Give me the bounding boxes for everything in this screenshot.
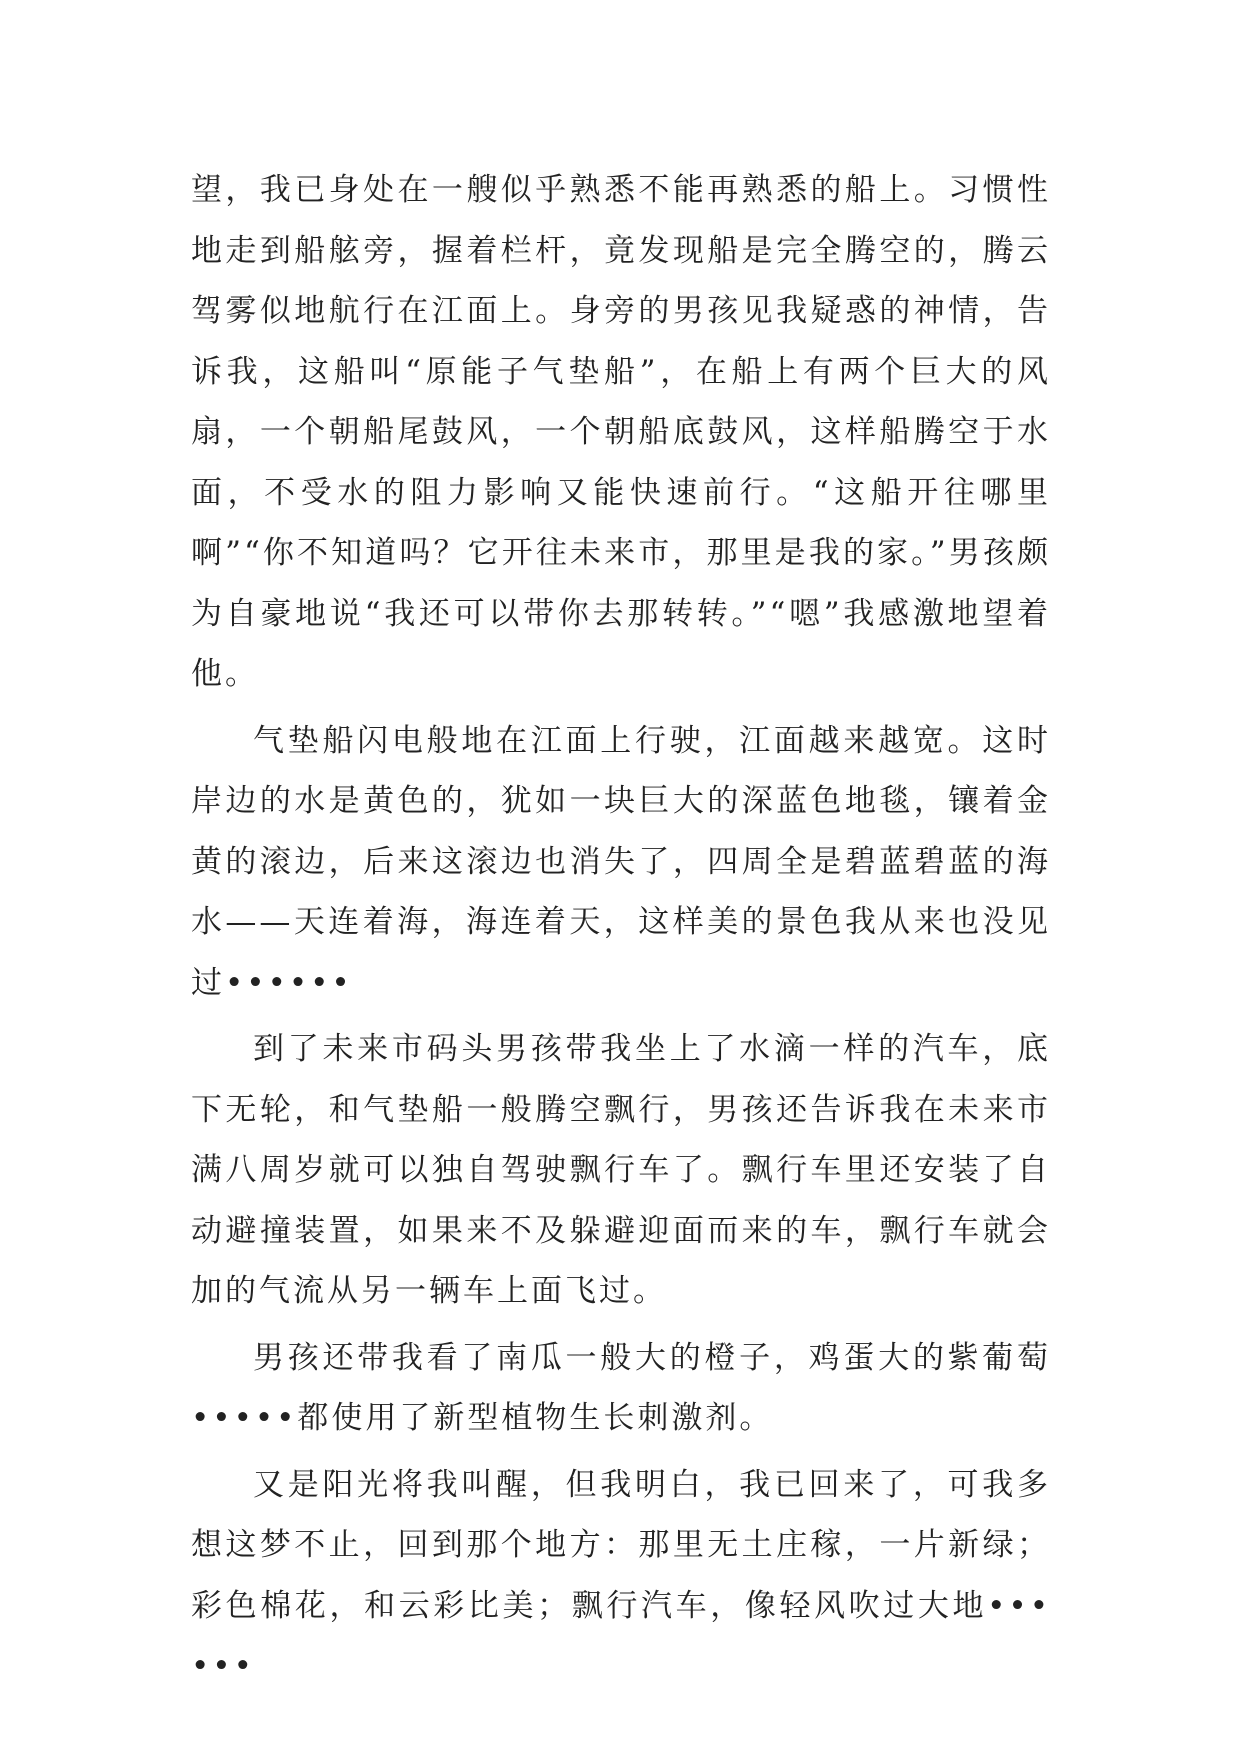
paragraph-1: 望，我已身处在一艘似乎熟悉不能再熟悉的船上。习惯性地走到船舷旁，握着栏杆，竟发现船是完全腾空的，腾云驾雾似地航行在江面上。身旁的男孩见我疑惑的神情，告诉我，这船叫“原能子气垫船”，在船上有两个巨大的风扇，一个朝船尾鼓风，一个朝船底鼓风，这样船腾空于水面，不受水的阻力影响又能快速前行。“这船开往哪里啊”“你不知道吗？它开往未来市，那里是我的家。”男孩颇为自豪地说“我还可以带你去那转转。”“嗯”我感激地望着他。: [191, 172, 1051, 692]
paragraph-5: 又是阳光将我叫醒，但我明白，我已回来了，可我多想这梦不止，回到那个地方：那里无土庄稼，一片新绿；彩色棉花，和云彩比美；飘行汽车，像轻风吹过大地••••••: [191, 1466, 1051, 1684]
paragraph-2: 气垫船闪电般地在江面上行驶，江面越来越宽。这时岸边的水是黄色的，犹如一块巨大的深蓝色地毯，镶着金黄的滚边，后来这滚边也消失了，四周全是碧蓝碧蓝的海水——天连着海，海连着天，这样美的景色我从来也没见过••••••: [191, 722, 1051, 1001]
paragraph-3: 到了未来市码头男孩带我坐上了水滴一样的汽车，底下无轮，和气垫船一般腾空飘行，男孩还告诉我在未来市满八周岁就可以独自驾驶飘行车了。飘行车里还安装了自动避撞装置，如果来不及躲避迎面而来的车，飘行车就会加的气流从另一辆车上面飞过。: [191, 1031, 1051, 1309]
document-body: [191, 160, 1051, 1697]
paragraph-4: 男孩还带我看了南瓜一般大的橙子，鸡蛋大的紫葡萄•••••都使用了新型植物生长刺激剂。: [191, 1339, 1051, 1436]
